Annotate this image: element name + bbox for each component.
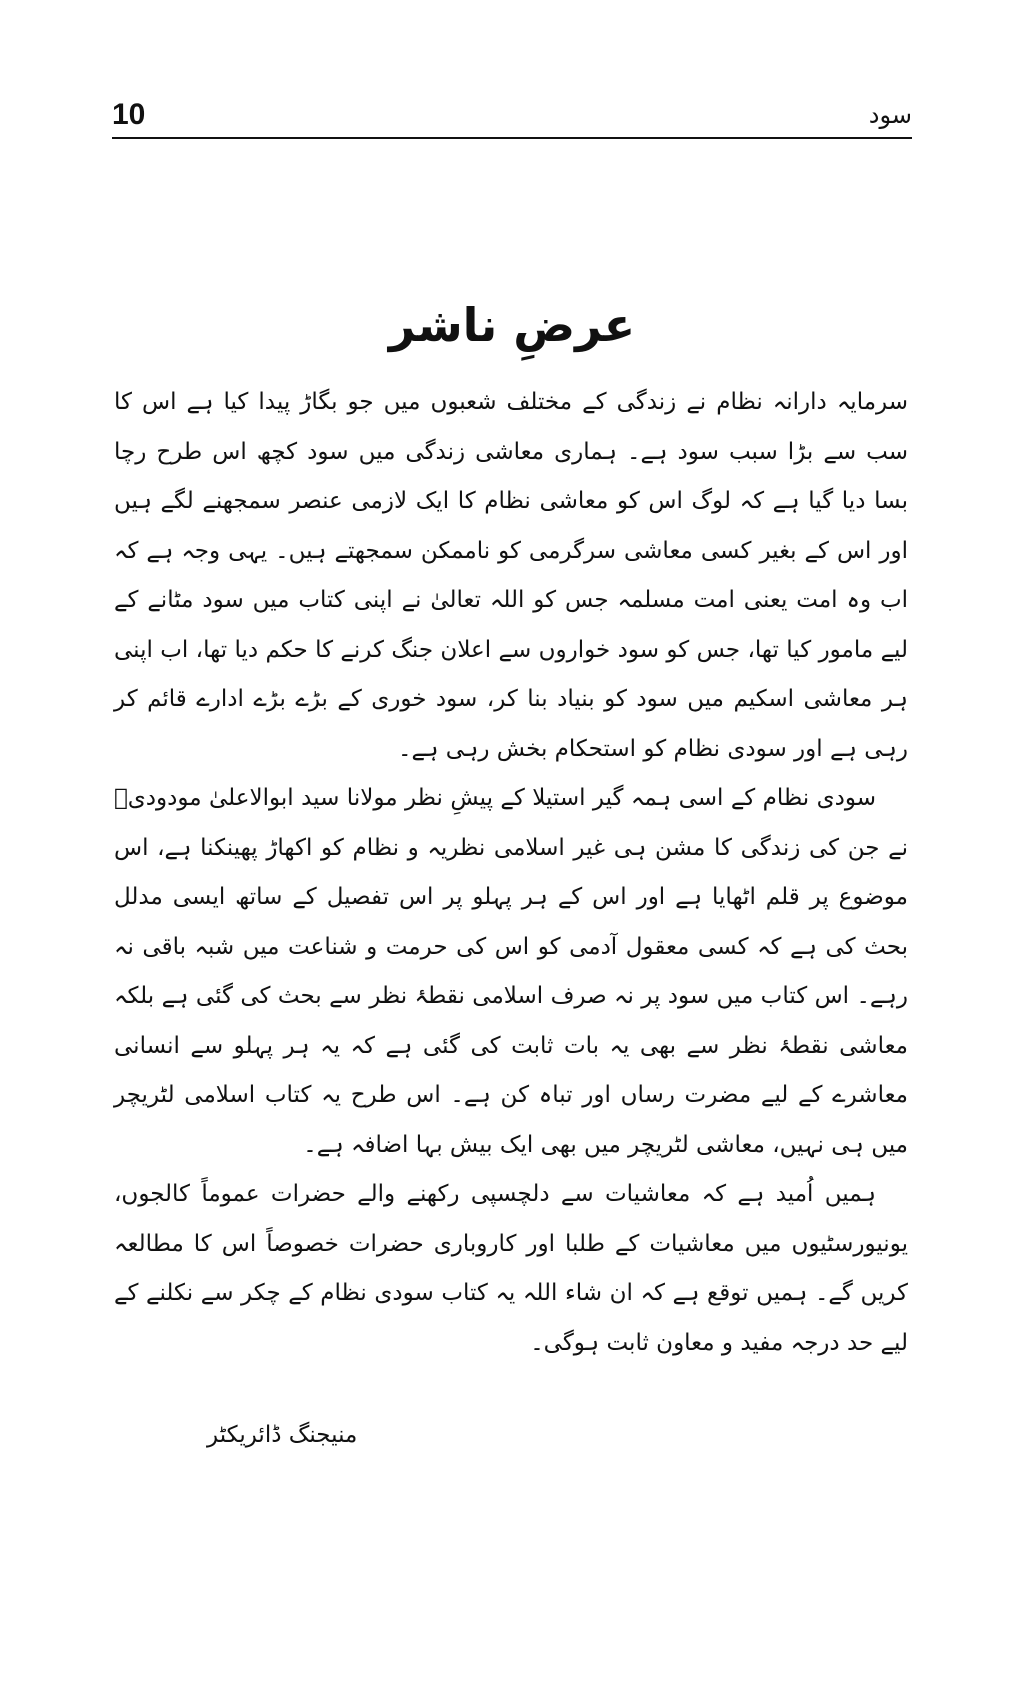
body-text	[114, 378, 908, 1368]
paragraph-1: سرمایہ دارانہ نظام نے زندگی کے مختلف شعبوں میں جو بگاڑ پیدا کیا ہے اس کا سب سے بڑا سبب سود ہے۔ ہماری معاشی زندگی میں سود کچھ اس طرح رچا بسا دیا گیا ہے کہ لوگ اس کو معاشی نظام کا ایک لازمی عنصر سمجھنے لگے ہیں اور اس کے بغیر کسی معاشی سرگرمی کو ناممکن سمجھتے ہیں۔ یہی وجہ ہے کہ اب وہ امت یعنی امت مسلمہ جس کو اللہ تعالیٰ نے اپنی کتاب میں سود مٹانے کے لیے مامور کیا تھا، جس کو سود خواروں سے اعلان جنگ کرنے کا حکم دیا تھا، اب اپنی ہر معاشی اسکیم میں سود کو بنیاد بنا کر، سود خوری کے بڑے بڑے ادارے قائم کر رہی ہے اور سودی نظام کو استحکام بخش رہی ہے۔	[114, 389, 908, 762]
header-rule	[112, 137, 912, 139]
paragraph-3: ہمیں اُمید ہے کہ معاشیات سے دلچسپی رکھنے والے حضرات عموماً کالجوں، یونیورسٹیوں میں معاشیات کے طلبا اور کاروباری حضرات خصوصاً اس کا مطالعہ کریں گے۔ ہمیں توقع ہے کہ ان شاء اللہ یہ کتاب سودی نظام کے چکر سے نکلنے کے لیے حد درجہ مفید و معاون ثابت ہوگی۔	[114, 1181, 908, 1356]
page-header	[112, 95, 912, 135]
paragraph-2: سودی نظام کے اسی ہمہ گیر استیلا کے پیشِ نظر مولانا سید ابوالاعلیٰ مودودیؒ نے جن کی زندگی کا مشن ہی غیر اسلامی نظریہ و نظام کو اکھاڑ پھینکنا ہے، اس موضوع پر قلم اٹھایا ہے اور اس کے ہر پہلو پر اس تفصیل کے ساتھ ایسی مدلل بحث کی ہے کہ کسی معقول آدمی کو اس کی حرمت و شناعت میں شبہ باقی نہ رہے۔ اس کتاب میں سود پر نہ صرف اسلامی نقطۂ نظر سے بحث کی گئی ہے بلکہ معاشی نقطۂ نظر سے بھی یہ بات ثابت کی گئی ہے کہ یہ ہر پہلو سے انسانی معاشرے کے لیے مضرت رساں اور تباہ کن ہے۔ اس طرح یہ کتاب اسلامی لٹریچر میں ہی نہیں، معاشی لٹریچر میں بھی ایک بیش بہا اضافہ ہے۔	[114, 785, 908, 1158]
signature-text: منیجنگ ڈائریکٹر	[207, 1422, 358, 1448]
running-title: سود	[868, 101, 912, 129]
chapter-title: عرضِ ناشر	[388, 298, 636, 352]
page-number: 10	[112, 98, 146, 131]
signature	[112, 1415, 812, 1455]
